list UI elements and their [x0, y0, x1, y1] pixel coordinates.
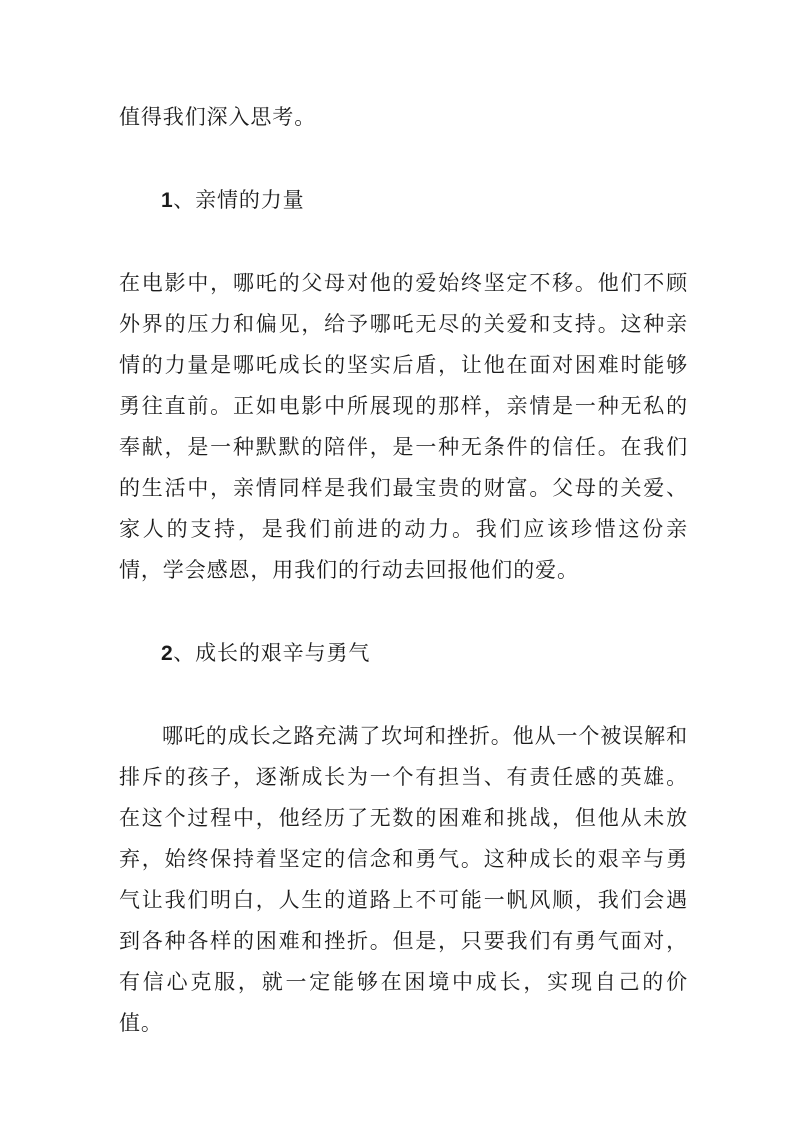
heading-number: 2 [161, 642, 174, 665]
document-content [119, 97, 688, 1044]
heading-number: 1 [161, 189, 174, 212]
section-heading [119, 180, 688, 221]
heading-title: 、亲情的力量 [173, 188, 305, 212]
heading-title: 、成长的艰辛与勇气 [173, 641, 371, 665]
section-heading [119, 633, 688, 674]
body-paragraph: 在电影中，哪吒的父母对他的爱始终坚定不移。他们不顾外界的压力和偏见，给予哪吒无尽的关爱和支持。这种亲情的力量是哪吒成长的坚实后盾，让他在面对困难时能够勇往直前。正如电影中所展现的那样，亲情是一种无私的奉献，是一种默默的陪伴，是一种无条件的信任。在我们的生活中，亲情同样是我们最宝贵的财富。父母的关爱、家人的支持，是我们前进的动力。我们应该珍惜这份亲情，学会感恩，用我们的行动去回报他们的爱。 [119, 271, 688, 582]
body-paragraph: 值得我们深入思考。 [119, 105, 317, 129]
body-paragraph: 哪吒的成长之路充满了坎坷和挫折。他从一个被误解和排斥的孩子，逐渐成长为一个有担当、有责任感的英雄。在这个过程中，他经历了无数的困难和挑战，但他从未放弃，始终保持着坚定的信念和勇气。这种成长的艰辛与勇气让我们明白，人生的道路上不可能一帆风顺，我们会遇到各种各样的困难和挫折。但是，只要我们有勇气面对，有信心克服，就一定能够在困境中成长，实现自己的价值。 [119, 724, 688, 1035]
